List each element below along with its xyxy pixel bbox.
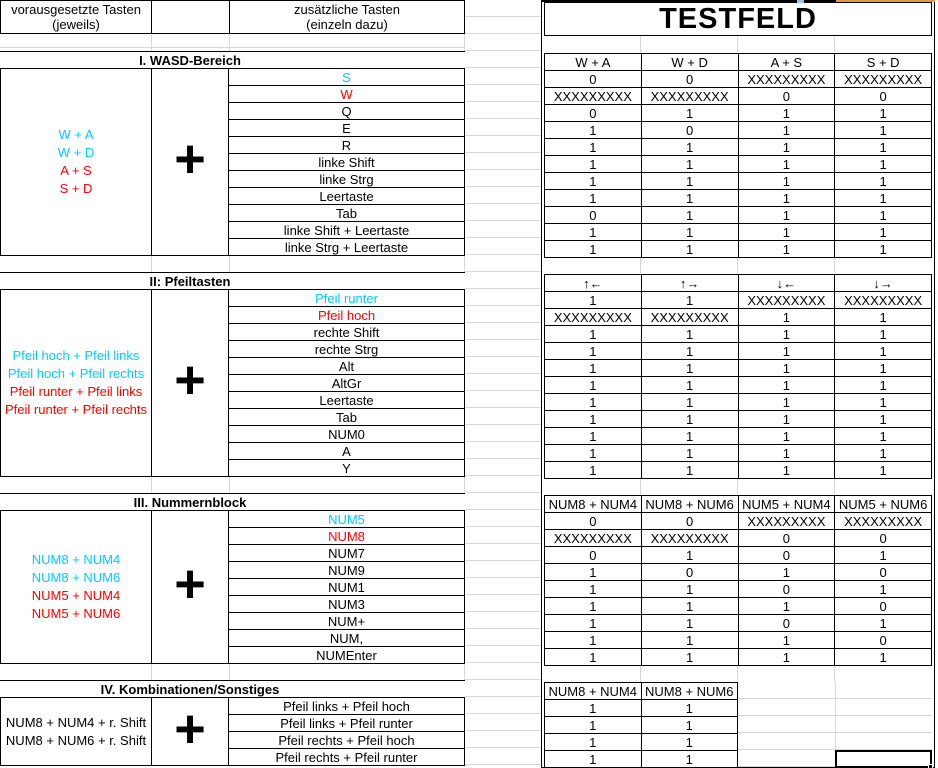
result-cell[interactable]: 1 <box>879 377 887 393</box>
result-header-cell: ↑→ <box>642 275 739 291</box>
added-key-cell[interactable]: Alt <box>229 358 464 375</box>
result-table <box>544 682 738 768</box>
result-row <box>545 326 931 343</box>
result-cell[interactable]: XXXXXXXXX <box>545 309 642 325</box>
additional-keys-header-subtitle: (einzeln dazu) <box>306 17 388 32</box>
result-cell[interactable]: 1 <box>545 717 642 733</box>
result-row <box>545 564 931 581</box>
result-cell[interactable]: 1 <box>879 326 887 342</box>
result-cell[interactable]: 1 <box>739 326 836 342</box>
result-cell[interactable]: 1 <box>739 632 836 648</box>
result-cell[interactable]: 1 <box>545 751 642 767</box>
result-cell[interactable]: XXXXXXXXX <box>844 71 923 87</box>
added-key-cell[interactable]: NUM5 <box>229 511 464 528</box>
result-cell[interactable]: 1 <box>879 173 887 189</box>
result-cell[interactable]: 1 <box>545 360 642 376</box>
prerequisite-label: NUM8 + NUM4 + r. Shift <box>5 714 147 730</box>
result-cell[interactable]: 1 <box>685 734 693 750</box>
result-cell[interactable]: 1 <box>642 394 739 410</box>
prerequisite-label: NUM5 + NUM6 <box>31 606 121 621</box>
result-table <box>544 495 932 666</box>
result-cell[interactable]: 0 <box>879 530 887 546</box>
result-cell[interactable]: 1 <box>642 649 739 665</box>
result-cell[interactable]: 1 <box>879 445 887 461</box>
result-cell[interactable]: 0 <box>545 547 642 563</box>
added-keys-list <box>229 511 464 663</box>
added-key-cell[interactable]: NUMEnter <box>316 647 377 663</box>
result-cell[interactable]: XXXXXXXXX <box>545 88 642 104</box>
result-table-with-selection <box>544 682 932 768</box>
result-cell[interactable]: 0 <box>545 105 642 121</box>
result-cell[interactable]: 1 <box>642 360 739 376</box>
section-title: IV. Kombinationen/Sonstiges <box>0 680 465 697</box>
result-cell[interactable]: 1 <box>879 394 887 410</box>
prerequisite-combos-cell[interactable] <box>1 698 152 765</box>
prerequisite-label: W + D <box>57 145 95 160</box>
result-header-cell: NUM5 + NUM6 <box>838 496 928 512</box>
plus-symbol-cell <box>152 69 229 255</box>
result-cell[interactable]: 1 <box>545 394 642 410</box>
added-key-cell[interactable]: Pfeil runter <box>229 290 464 307</box>
result-header-cell: S + D <box>866 54 900 70</box>
result-cell[interactable]: 1 <box>545 411 642 427</box>
result-cell[interactable]: 1 <box>642 343 739 359</box>
result-cell[interactable]: 1 <box>642 547 739 563</box>
result-row <box>545 190 931 207</box>
gridline-spacer <box>544 258 932 274</box>
result-row <box>545 309 931 326</box>
result-header-cell: NUM8 + NUM4 <box>545 496 642 512</box>
result-cell[interactable]: 1 <box>879 105 887 121</box>
result-cell[interactable]: 1 <box>739 360 836 376</box>
top-edge-blue-strip <box>797 0 804 3</box>
result-row <box>545 411 931 428</box>
prerequisite-label: Pfeil hoch + Pfeil links <box>12 348 140 363</box>
added-key-cell[interactable]: NUM, <box>229 630 464 647</box>
prerequisite-label: Pfeil hoch + Pfeil rechts <box>7 366 145 381</box>
result-cell[interactable]: 0 <box>545 513 642 529</box>
plus-icon: + <box>174 554 206 614</box>
result-row <box>545 207 931 224</box>
added-key-cell[interactable]: Leertaste <box>229 188 464 205</box>
result-cell[interactable]: 1 <box>879 343 887 359</box>
result-cell[interactable]: 1 <box>642 139 739 155</box>
result-row <box>545 700 737 717</box>
result-row <box>545 71 931 88</box>
result-cell[interactable]: 1 <box>879 207 887 223</box>
added-keys-list <box>229 69 464 255</box>
result-cell[interactable]: 1 <box>879 309 887 325</box>
result-header-cell: NUM8 + NUM4 <box>545 683 642 699</box>
added-key-cell[interactable]: S <box>229 69 464 86</box>
result-cell[interactable]: 1 <box>545 343 642 359</box>
section-body <box>0 510 465 664</box>
result-cell[interactable]: 1 <box>545 122 642 138</box>
added-key-cell[interactable]: NUM8 <box>229 528 464 545</box>
result-row <box>545 343 931 360</box>
added-keys-list <box>229 698 464 765</box>
result-header-cell: ↓← <box>739 275 836 291</box>
plus-icon: + <box>174 350 206 410</box>
prerequisite-label: NUM8 + NUM6 + r. Shift <box>5 732 147 748</box>
result-row <box>545 105 931 122</box>
result-cell[interactable]: 1 <box>642 615 739 631</box>
plus-symbol-cell <box>152 511 229 663</box>
column-header-row <box>0 0 465 34</box>
result-cell[interactable]: XXXXXXXXX <box>844 292 923 308</box>
result-cell[interactable]: 1 <box>642 377 739 393</box>
result-cell[interactable]: 1 <box>545 615 642 631</box>
left-sections <box>0 51 465 766</box>
added-key-cell[interactable]: Leertaste <box>229 392 464 409</box>
empty-header-cell <box>152 0 230 34</box>
result-cell[interactable]: 1 <box>545 445 642 461</box>
prerequisite-keys-header-subtitle: (jeweils) <box>52 17 100 32</box>
result-row <box>545 615 931 632</box>
top-edge-orange-strip <box>836 0 935 2</box>
result-cell[interactable]: 1 <box>685 700 693 716</box>
prerequisite-combos-cell[interactable] <box>1 290 152 476</box>
added-key-cell[interactable]: Y <box>342 460 351 476</box>
result-header-cell: ↑← <box>545 275 642 291</box>
result-cell[interactable]: 1 <box>739 241 836 257</box>
result-cell[interactable]: 0 <box>739 88 836 104</box>
result-row <box>545 445 931 462</box>
result-cell[interactable]: 1 <box>545 190 642 206</box>
result-cell[interactable]: 1 <box>642 411 739 427</box>
added-key-cell[interactable]: linke Shift <box>229 154 464 171</box>
result-cell[interactable]: 1 <box>879 241 887 257</box>
prerequisite-combos-cell[interactable] <box>1 511 152 663</box>
added-key-cell[interactable]: W <box>229 86 464 103</box>
result-cell[interactable]: 1 <box>879 462 887 478</box>
added-key-cell[interactable]: AltGr <box>229 375 464 392</box>
gridline-spacer <box>0 664 465 680</box>
result-cell[interactable]: 1 <box>739 598 836 614</box>
result-cell[interactable]: 0 <box>545 207 642 223</box>
result-header-cell: NUM8 + NUM6 <box>645 683 734 699</box>
prerequisite-label: NUM5 + NUM4 <box>31 588 121 603</box>
result-cell[interactable]: 1 <box>879 411 887 427</box>
result-cell[interactable]: 1 <box>739 411 836 427</box>
result-cell[interactable]: 1 <box>879 156 887 172</box>
result-row <box>545 139 931 156</box>
result-cell[interactable]: 1 <box>879 547 887 563</box>
result-cell[interactable]: 1 <box>642 445 739 461</box>
prerequisite-label: Pfeil runter + Pfeil links <box>9 384 143 399</box>
result-row <box>545 462 931 478</box>
added-key-cell[interactable]: linke Shift + Leertaste <box>229 222 464 239</box>
result-cell[interactable]: 1 <box>739 173 836 189</box>
result-cell[interactable]: 1 <box>545 139 642 155</box>
result-cell[interactable]: 1 <box>642 173 739 189</box>
plus-symbol-cell <box>152 290 229 476</box>
result-cell[interactable]: 1 <box>685 751 693 767</box>
result-cell[interactable]: 1 <box>879 428 887 444</box>
result-header-row <box>545 496 931 513</box>
result-row <box>545 513 931 530</box>
testfeld-pane <box>541 0 935 768</box>
plus-symbol-cell <box>152 698 229 765</box>
result-row <box>545 734 737 751</box>
testfeld-title: TESTFELD <box>544 2 932 36</box>
result-cell[interactable]: 1 <box>739 649 836 665</box>
added-key-cell[interactable]: NUM+ <box>229 613 464 630</box>
result-cell[interactable]: 1 <box>545 632 642 648</box>
result-cell[interactable]: 1 <box>642 241 739 257</box>
result-row <box>545 377 931 394</box>
added-key-cell[interactable]: E <box>229 120 464 137</box>
result-cell[interactable]: 1 <box>879 360 887 376</box>
result-cell[interactable]: 1 <box>545 292 642 308</box>
added-key-cell[interactable]: NUM0 <box>229 426 464 443</box>
result-cell[interactable]: 1 <box>739 105 836 121</box>
prerequisite-label: Pfeil runter + Pfeil rechts <box>5 402 147 417</box>
result-header-cell: NUM5 + NUM4 <box>739 496 836 512</box>
result-cell[interactable]: XXXXXXXXX <box>642 88 739 104</box>
result-cell[interactable]: 1 <box>642 224 739 240</box>
testfeld-tables <box>544 53 932 768</box>
result-cell[interactable]: 1 <box>642 462 739 478</box>
section-body <box>0 697 465 766</box>
result-cell[interactable]: 1 <box>545 734 642 750</box>
prerequisite-keys-header-cell <box>0 0 152 34</box>
plus-icon: + <box>174 698 206 759</box>
result-row <box>545 717 737 734</box>
gridline-spacer <box>0 256 465 272</box>
result-cell[interactable]: 0 <box>739 530 836 546</box>
result-cell[interactable]: 1 <box>739 394 836 410</box>
gridline-spacer <box>0 34 465 51</box>
added-key-cell[interactable]: R <box>229 137 464 154</box>
prerequisite-label: NUM8 + NUM6 <box>31 570 121 585</box>
result-cell[interactable]: 1 <box>879 615 887 631</box>
result-table <box>544 274 932 479</box>
result-header-row <box>545 683 737 700</box>
result-cell[interactable]: XXXXXXXXX <box>642 530 739 546</box>
section-title: I. WASD-Bereich <box>0 51 465 68</box>
result-cell[interactable]: 1 <box>879 649 887 665</box>
result-row <box>545 649 931 665</box>
result-cell[interactable]: 1 <box>545 156 642 172</box>
result-row <box>545 360 931 377</box>
added-key-cell[interactable]: linke Strg + Leertaste <box>284 239 409 255</box>
result-cell[interactable]: XXXXXXXXX <box>739 513 836 529</box>
gridline-spacer <box>544 36 932 53</box>
added-key-cell[interactable]: NUM7 <box>229 545 464 562</box>
result-cell[interactable]: 0 <box>879 598 887 614</box>
result-row <box>545 530 931 547</box>
added-keys-list <box>229 290 464 476</box>
added-key-cell[interactable]: Pfeil links + Pfeil hoch <box>229 698 464 715</box>
added-key-cell[interactable]: A <box>229 443 464 460</box>
prerequisite-label: A + S <box>60 163 92 178</box>
result-cell[interactable]: 0 <box>879 564 887 580</box>
result-cell[interactable]: XXXXXXXXX <box>844 513 923 529</box>
result-cell[interactable]: 1 <box>739 139 836 155</box>
result-cell[interactable]: 1 <box>642 598 739 614</box>
result-cell[interactable]: 1 <box>642 581 739 597</box>
result-cell[interactable]: 0 <box>642 71 739 87</box>
result-header-row <box>545 275 931 292</box>
prerequisite-combos-cell[interactable] <box>1 69 152 255</box>
added-key-cell[interactable]: Pfeil rechts + Pfeil hoch <box>229 732 464 749</box>
result-cell[interactable]: 1 <box>739 122 836 138</box>
result-cell[interactable]: 1 <box>879 224 887 240</box>
result-row <box>545 598 931 615</box>
result-cell[interactable]: 1 <box>545 377 642 393</box>
result-cell[interactable]: 0 <box>642 122 739 138</box>
added-key-cell[interactable]: rechte Shift <box>229 324 464 341</box>
added-key-cell[interactable]: Tab <box>229 205 464 222</box>
result-cell[interactable]: 1 <box>879 190 887 206</box>
result-row <box>545 224 931 241</box>
added-key-cell[interactable]: Tab <box>229 409 464 426</box>
result-cell[interactable]: 1 <box>545 581 642 597</box>
result-cell[interactable]: 1 <box>545 598 642 614</box>
result-cell[interactable]: 1 <box>545 326 642 342</box>
result-cell[interactable]: 1 <box>739 564 836 580</box>
result-cell[interactable]: 1 <box>642 190 739 206</box>
added-key-cell[interactable]: NUM1 <box>229 579 464 596</box>
result-row <box>545 241 931 257</box>
result-cell[interactable]: 1 <box>739 190 836 206</box>
result-cell[interactable]: 1 <box>545 173 642 189</box>
result-header-cell: A + S <box>739 54 836 70</box>
gridline-spacer <box>544 479 932 495</box>
result-cell[interactable]: 1 <box>739 445 836 461</box>
plus-icon: + <box>174 129 206 189</box>
result-cell[interactable]: 1 <box>642 207 739 223</box>
result-cell[interactable]: 1 <box>739 156 836 172</box>
prerequisite-label: S + D <box>59 181 93 196</box>
result-cell[interactable]: 1 <box>545 428 642 444</box>
result-cell[interactable]: 0 <box>879 632 887 648</box>
result-cell[interactable]: 1 <box>545 224 642 240</box>
result-cell[interactable]: 1 <box>739 309 836 325</box>
result-cell[interactable]: 1 <box>739 343 836 359</box>
added-key-cell[interactable]: rechte Strg <box>229 341 464 358</box>
result-cell[interactable]: 1 <box>642 292 739 308</box>
result-row <box>545 173 931 190</box>
added-key-cell[interactable]: linke Strg <box>229 171 464 188</box>
added-key-cell[interactable]: NUM3 <box>229 596 464 613</box>
added-key-cell[interactable]: Q <box>229 103 464 120</box>
fill-handle[interactable] <box>928 764 933 768</box>
result-cell[interactable]: 1 <box>739 224 836 240</box>
result-header-cell: W + A <box>545 54 642 70</box>
added-key-cell[interactable]: NUM9 <box>229 562 464 579</box>
result-cell[interactable]: 1 <box>545 462 642 478</box>
result-cell[interactable]: 1 <box>642 105 739 121</box>
result-row <box>545 88 931 105</box>
prerequisite-keys-header-title: vorausgesetzte Tasten <box>11 2 141 17</box>
result-cell[interactable]: 1 <box>879 122 887 138</box>
result-cell[interactable]: 1 <box>879 139 887 155</box>
result-cell[interactable]: XXXXXXXXX <box>739 71 836 87</box>
result-row <box>545 394 931 411</box>
result-cell[interactable]: 0 <box>739 581 836 597</box>
result-cell[interactable]: XXXXXXXXX <box>545 530 642 546</box>
result-cell[interactable]: 1 <box>642 156 739 172</box>
result-cell[interactable]: 1 <box>642 326 739 342</box>
result-cell[interactable]: 1 <box>739 207 836 223</box>
result-cell[interactable]: 1 <box>545 700 642 716</box>
result-cell[interactable]: 1 <box>879 581 887 597</box>
section-title: II: Pfeiltasten <box>0 272 465 289</box>
result-row <box>545 751 737 767</box>
result-row <box>545 292 931 309</box>
result-cell[interactable]: 1 <box>685 717 693 733</box>
section-body <box>0 68 465 256</box>
result-cell[interactable]: XXXXXXXXX <box>739 292 836 308</box>
result-cell[interactable]: 0 <box>545 71 642 87</box>
selected-cell[interactable] <box>835 750 932 768</box>
result-cell[interactable]: 1 <box>739 462 836 478</box>
result-header-cell: W + D <box>642 54 739 70</box>
result-cell[interactable]: XXXXXXXXX <box>642 309 739 325</box>
result-cell[interactable]: 1 <box>739 428 836 444</box>
result-table <box>544 53 932 258</box>
result-cell[interactable]: 0 <box>642 513 739 529</box>
result-cell[interactable]: 0 <box>879 88 887 104</box>
result-row <box>545 428 931 445</box>
result-row <box>545 581 931 598</box>
result-header-cell: ↓→ <box>873 275 893 291</box>
result-header-cell: NUM8 + NUM6 <box>642 496 739 512</box>
result-cell[interactable]: 1 <box>545 649 642 665</box>
added-key-cell[interactable]: Pfeil rechts + Pfeil runter <box>275 749 418 765</box>
left-pane <box>0 0 465 766</box>
result-cell[interactable]: 1 <box>642 632 739 648</box>
gridline-gap-column <box>465 0 541 766</box>
additional-keys-header-cell <box>230 0 465 34</box>
prerequisite-label: W + A <box>58 127 94 142</box>
result-cell[interactable]: 0 <box>739 547 836 563</box>
section-title: III. Nummernblock <box>0 493 465 510</box>
result-row <box>545 122 931 139</box>
result-header-row <box>545 54 931 71</box>
added-key-cell[interactable]: Pfeil links + Pfeil runter <box>229 715 464 732</box>
result-cell[interactable]: 1 <box>739 377 836 393</box>
result-row <box>545 156 931 173</box>
result-cell[interactable]: 1 <box>545 564 642 580</box>
result-row <box>545 632 931 649</box>
result-cell[interactable]: 1 <box>642 428 739 444</box>
additional-keys-header-title: zusätzliche Tasten <box>294 2 400 17</box>
added-key-cell[interactable]: Pfeil hoch <box>229 307 464 324</box>
gridline-spacer <box>0 477 465 493</box>
section-body <box>0 289 465 477</box>
result-cell[interactable]: 0 <box>739 615 836 631</box>
prerequisite-label: NUM8 + NUM4 <box>31 552 121 567</box>
result-row <box>545 547 931 564</box>
result-cell[interactable]: 0 <box>642 564 739 580</box>
result-cell[interactable]: 1 <box>545 241 642 257</box>
gridline-spacer <box>544 666 932 682</box>
